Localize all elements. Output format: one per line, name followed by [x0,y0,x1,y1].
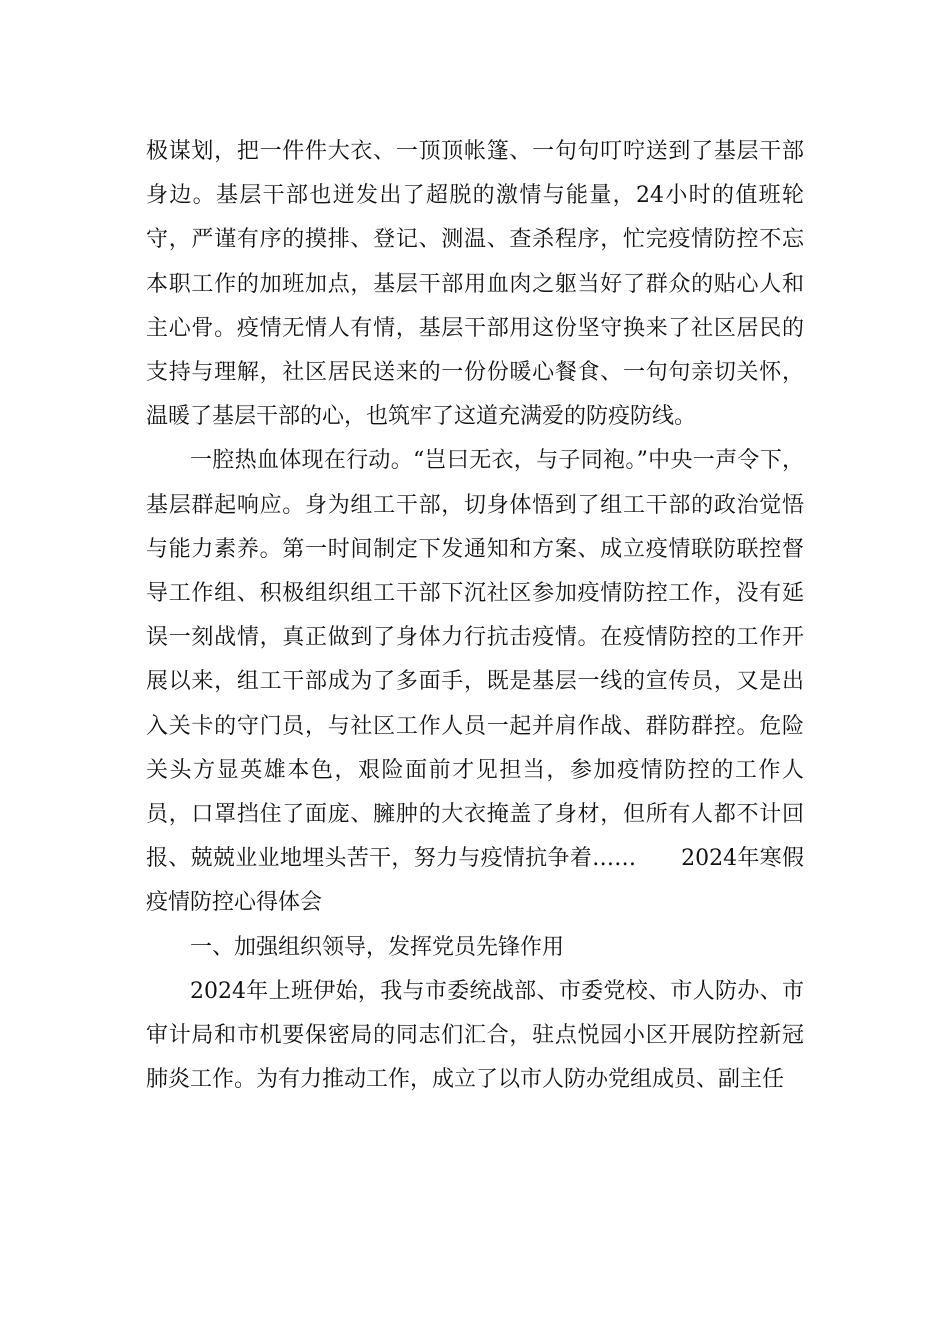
paragraph-4: 2024年上班伊始，我与市委统战部、市委党校、市人防办、市审计局和市机要保密局的同志们汇合，驻点悦园小区开展防控新冠肺炎工作。为有力推动工作，成立了以市人防办党组成员、副主任 [146,978,804,1093]
paragraph-1: 极谋划，把一件件大衣、一顶顶帐篷、一句句叮咛送到了基层干部身边。基层干部也迸发出了超脱的激情与能量，24小时的值班轮守，严谨有序的摸排、登记、测温、查杀程序，忙完疫情防控不忘本职工作的加班加点，基层干部用血肉之躯当好了群众的贴心人和主心骨。疫情无情人有情，基层干部用这份坚守换来了社区居民的支持与理解，社区居民送来的一份份暖心餐食、一句句亲切关怀，温暖了基层干部的心，也筑牢了这道充满爱的防疫防线。 [146,139,804,430]
paragraph-3-heading: 一、加强组织领导，发挥党员先锋作用 [190,934,565,960]
document-body [146,130,804,1102]
paragraph-2: 一腔热血体现在行动。“岂曰无衣，与子同袍。”中央一声令下，基层群起响应。身为组工干部，切身体悟到了组工干部的政治觉悟与能力素养。第一时间制定下发通知和方案、成立疫情联防联控督导工作组、积极组织组工干部下沉社区参加疫情防控工作，没有延误一刻战情，真正做到了身体力行抗击疫情。在疫情防控的工作开展以来，组工干部成为了多面手，既是基层一线的宣传员，又是出入关卡的守门员，与社区工作人员一起并肩作战、群防群控。危险关头方显英雄本色，艰险面前才见担当，参加疫情防控的工作人员，口罩挡住了面庞、臃肿的大衣掩盖了身材，但所有人都不计回报、兢兢业业地埋头苦干，努力与疫情抗争着…… 2024年寒假疫情防控心得体会 [146,448,804,916]
